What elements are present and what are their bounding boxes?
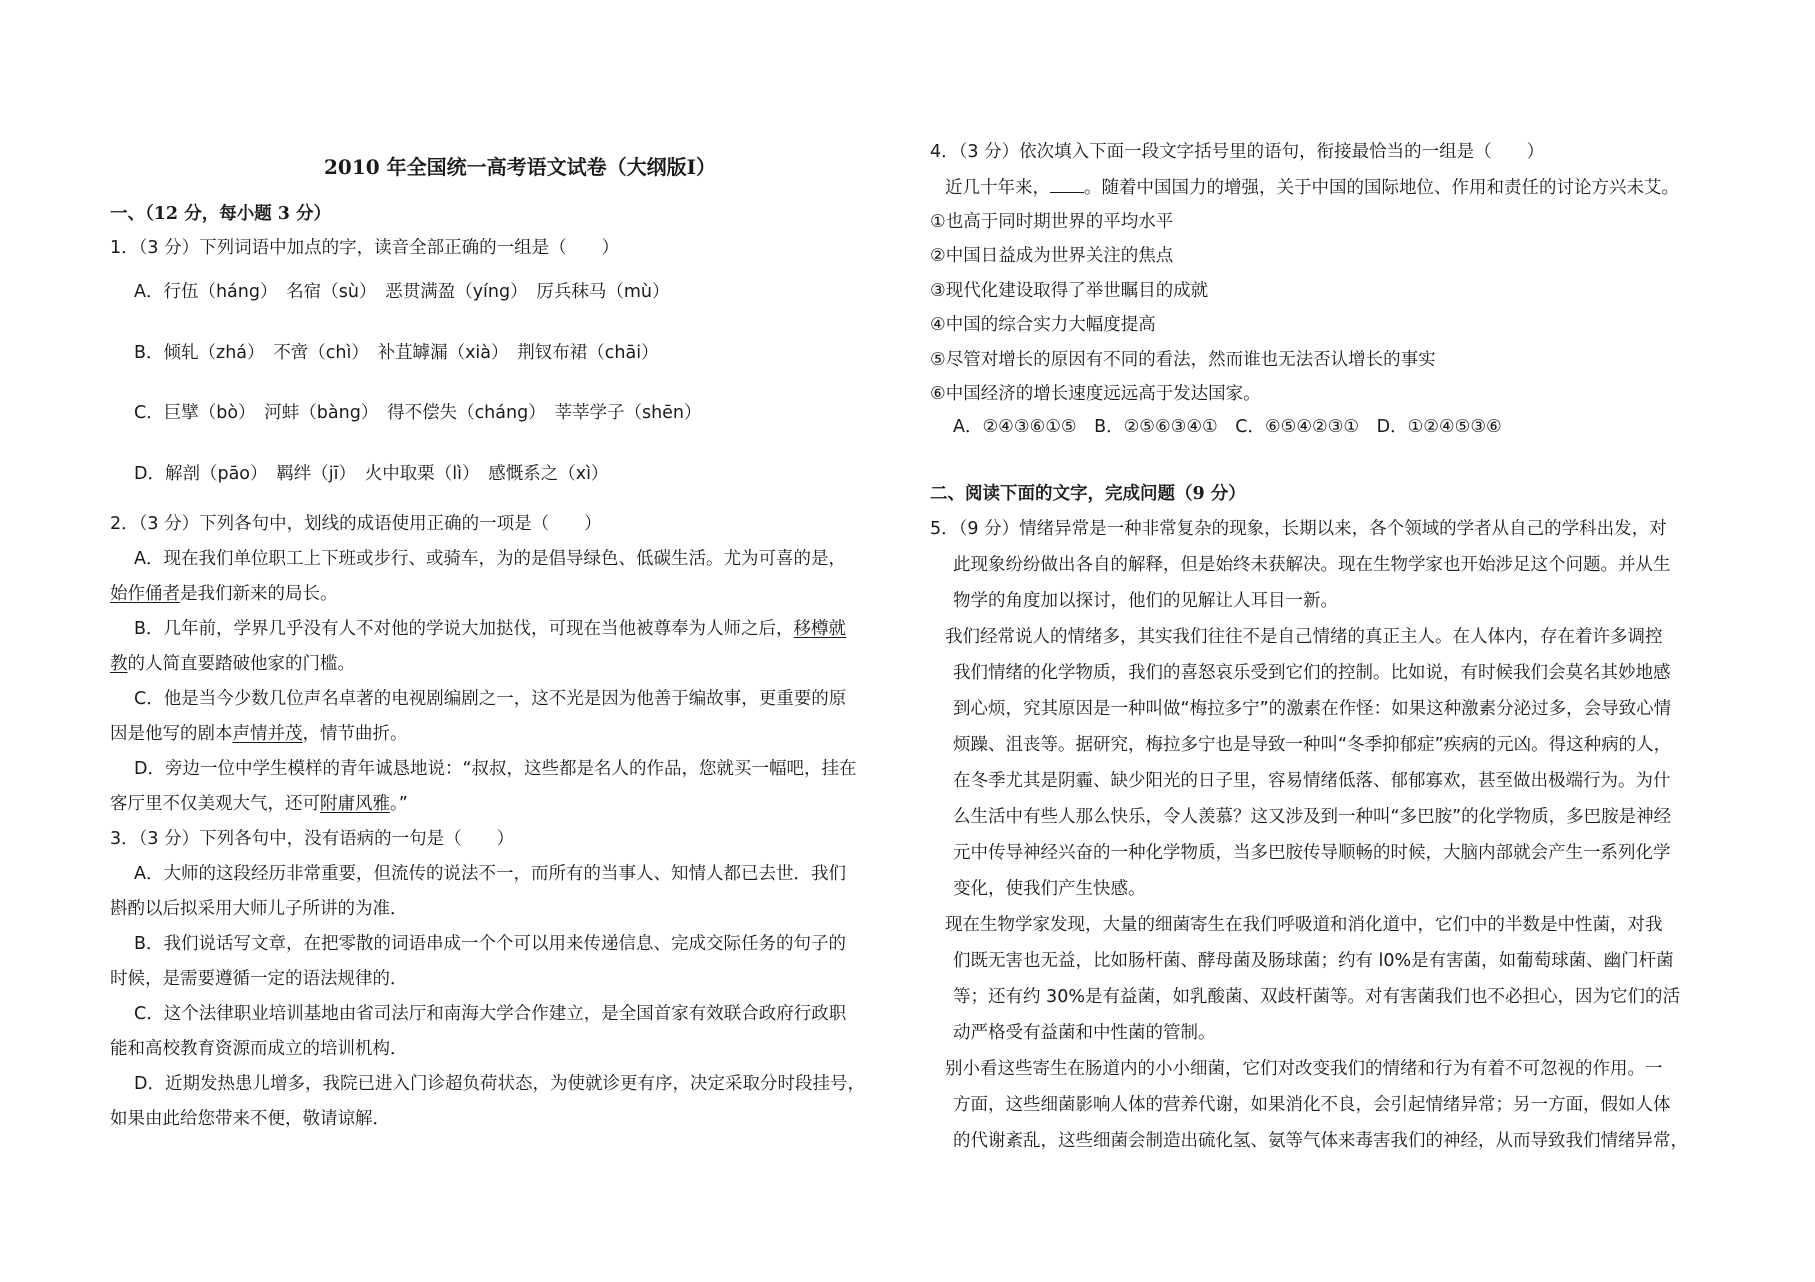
q5-para2-line-1: 我们经常说人的情绪多，其实我们往往不是自己情绪的真正主人。在人体内，存在着许多调控 <box>945 627 1663 647</box>
q4-passage-end: 。随着中国国力的增强，关于中国的国际地位、作用和责任的讨论方兴未艾。 <box>1084 178 1679 198</box>
q1-option-a: A．行伍（háng） 名宿（sù） 恶贯满盈（yíng） 厉兵秣马（mù） <box>134 282 670 302</box>
q4-sentence-4: ④中国的综合实力大幅度提高 <box>930 315 1156 335</box>
q3-stem: 3．（3 分）下列各句中，没有语病的一句是（ ） <box>110 829 515 849</box>
q2-option-c-rest: ，情节曲折。 <box>302 724 408 744</box>
q2-stem: 2．（3 分）下列各句中，划线的成语使用正确的一项是（ ） <box>110 514 602 534</box>
q2-option-a-rest: 是我们新来的局长。 <box>180 584 338 604</box>
q4-passage <box>945 175 1679 200</box>
q5-line-1: 5．（9 分）情绪异常是一种非常复杂的现象，长期以来，各个领域的学者从自己的学科出发，对 <box>930 519 1667 539</box>
q1-option-b: B．倾轧（zhá） 不啻（chì） 补苴罅漏（xià） 荆钗布裙（chāi） <box>134 343 659 363</box>
q5-para2-line-5: 在冬季尤其是阴霾、缺少阳光的日子里，容易情绪低落、郁郁寡欢，甚至做出极端行为。为什 <box>953 771 1671 791</box>
q4-sentence-2: ②中国日益成为世界关注的焦点 <box>930 246 1174 266</box>
q5-para4-line-2: 方面，这些细菌影响人体的营养代谢，如果消化不良，会引起情绪异常；另一方面，假如人体 <box>953 1095 1671 1115</box>
q3-option-a-line1: A．大师的这段经历非常重要，但流传的说法不一，而所有的当事人、知情人都已去世．我们 <box>134 864 846 884</box>
q4-options: A．②④③⑥①⑤ B．②⑤⑥③④① C．⑥⑤④②③① D．①②④⑤③⑥ <box>953 417 1502 437</box>
q2-underlined-idiom-d: 附庸风雅 <box>320 794 390 814</box>
q2-option-c-line1: C．他是当今少数几位声名卓著的电视剧编剧之一，这不光是因为他善于编故事，更重要的原 <box>134 689 847 709</box>
q4-passage-start: 近几十年来， <box>945 178 1050 198</box>
q5-para3-line-4: 动严格受有益菌和中性菌的管制。 <box>953 1023 1216 1043</box>
q1-option-d: D．解剖（pāo） 羁绊（jī） 火中取栗（lì） 感慨系之（xì） <box>134 464 609 484</box>
q2-option-b-rest: 的人简直要踏破他家的门槛。 <box>127 654 355 674</box>
q3-option-b-line2: 时候，是需要遵循一定的语法规律的． <box>110 969 408 989</box>
q4-sentence-5: ⑤尽管对增长的原因有不同的看法，然而谁也无法否认增长的事实 <box>930 350 1436 370</box>
q2-underlined-idiom-b-part1: 移樽就 <box>793 619 847 639</box>
q5-line-3: 物学的角度加以探讨，他们的见解让人耳目一新。 <box>953 591 1338 611</box>
q4-blank <box>1050 175 1084 193</box>
q3-option-c-line2: 能和高校教育资源而成立的培训机构． <box>110 1039 408 1059</box>
q2-option-b-line2 <box>110 652 355 676</box>
q5-para4-line-3: 的代谢紊乱，这些细菌会制造出硫化氢、氨等气体来毒害我们的神经，从而导致我们情绪异常， <box>953 1131 1688 1151</box>
q2-option-c-text: 因是他写的剧本 <box>110 724 233 744</box>
q5-para3-line-2: 们既无害也无益，比如肠杆菌、酵母菌及肠球菌；约有 l0%是有害菌，如葡萄球菌、幽门杆菌 <box>953 951 1674 971</box>
q5-line-2: 此现象纷纷做出各自的解释，但是始终未获解决。现在生物学家也开始涉足这个问题。并从生 <box>953 555 1671 575</box>
q2-option-a-line2 <box>110 582 338 606</box>
q5-para2-line-6: 么生活中有些人那么快乐，令人羡慕？这又涉及到一种叫“多巴胺”的化学物质，多巴胺是神经 <box>953 807 1672 827</box>
q2-option-a-line1: A．现在我们单位职工上下班或步行、或骑车，为的是倡导绿色、低碳生活。尤为可喜的是， <box>134 549 846 569</box>
q3-option-d-line1: D．近期发热患儿增多，我院已进入门诊超负荷状态，为使就诊更有序，决定采取分时段挂号， <box>134 1074 865 1094</box>
q2-option-b-line1 <box>134 617 846 641</box>
q2-underlined-idiom-c: 声情并茂 <box>232 724 303 744</box>
q3-option-a-line2: 斟酌以后拟采用大师儿子所讲的为准． <box>110 899 408 919</box>
q2-option-c-line2 <box>110 722 408 746</box>
q5-para2-line-2: 我们情绪的化学物质，我们的喜怒哀乐受到它们的控制。比如说，有时候我们会莫名其妙地感 <box>953 663 1671 683</box>
q4-sentence-6: ⑥中国经济的增长速度远远高于发达国家。 <box>930 384 1261 404</box>
q2-underlined-idiom-a: 始作俑者 <box>110 584 180 604</box>
q3-option-c-line1: C．这个法律职业培训基地由省司法厅和南海大学合作建立，是全国首家有效联合政府行政职 <box>134 1004 847 1024</box>
q5-para2-line-4: 烦躁、沮丧等。据研究，梅拉多宁也是导致一种叫“冬季抑郁症”疾病的元凶。得这种病的人， <box>953 735 1672 755</box>
q2-option-d-rest: 。” <box>390 794 408 814</box>
q5-para3-line-1: 现在生物学家发现，大量的细菌寄生在我们呼吸道和消化道中，它们中的半数是中性菌，对我 <box>945 915 1663 935</box>
q5-para4-line-1: 别小看这些寄生在肠道内的小小细菌，它们对改变我们的情绪和行为有着不可忽视的作用。一 <box>945 1059 1663 1079</box>
section-2-heading: 二、阅读下面的文字，完成问题（9 分） <box>930 484 1246 504</box>
q2-underlined-idiom-b-part2: 教 <box>110 654 128 674</box>
q2-option-b-text: B．几年前，学界几乎没有人不对他的学说大加挞伐，可现在当他被尊奉为人师之后， <box>134 619 794 639</box>
q5-para2-line-3: 到心烦，究其原因是一种叫做“梅拉多宁”的激素在作怪：如果这种激素分泌过多，会导致心情 <box>953 699 1672 719</box>
q1-option-c: C．巨擘（bò） 河蚌（bàng） 得不偿失（cháng） 莘莘学子（shēn） <box>134 403 702 423</box>
q2-option-d-line2 <box>110 792 408 816</box>
q3-option-b-line1: B．我们说话写文章，在把零散的词语串成一个个可以用来传递信息、完成交际任务的句子的 <box>134 934 847 954</box>
q2-option-d-text: 客厅里不仅美观大气，还可 <box>110 794 320 814</box>
q5-para3-line-3: 等；还有约 30%是有益菌，如乳酸菌、双歧杆菌等。对有害菌我们也不必担心，因为它们的活 <box>953 987 1680 1007</box>
section-1-heading: 一、（12 分，每小题 3 分） <box>110 204 332 224</box>
q1-stem: 1．（3 分）下列词语中加点的字，读音全部正确的一组是（ ） <box>110 238 620 258</box>
q4-sentence-3: ③现代化建设取得了举世瞩目的成就 <box>930 281 1209 301</box>
q5-para2-line-8: 变化，使我们产生快感。 <box>953 879 1146 899</box>
q4-stem: 4．（3 分）依次填入下面一段文字括号里的语句，衔接最恰当的一组是（ ） <box>930 142 1545 162</box>
q3-option-d-line2: 如果由此给您带来不便，敬请谅解． <box>110 1109 390 1129</box>
exam-title: 2010 年全国统一高考语文试卷（大纲版I） <box>324 155 716 179</box>
q2-option-d-line1: D．旁边一位中学生模样的青年诚恳地说：“叔叔，这些都是名人的作品，您就买一幅吧，挂在 <box>134 759 857 779</box>
q4-sentence-1: ①也高于同时期世界的平均水平 <box>930 212 1174 232</box>
q5-para2-line-7: 元中传导神经兴奋的一种化学物质，当多巴胺传导顺畅的时候，大脑内部就会产生一系列化学 <box>953 843 1671 863</box>
